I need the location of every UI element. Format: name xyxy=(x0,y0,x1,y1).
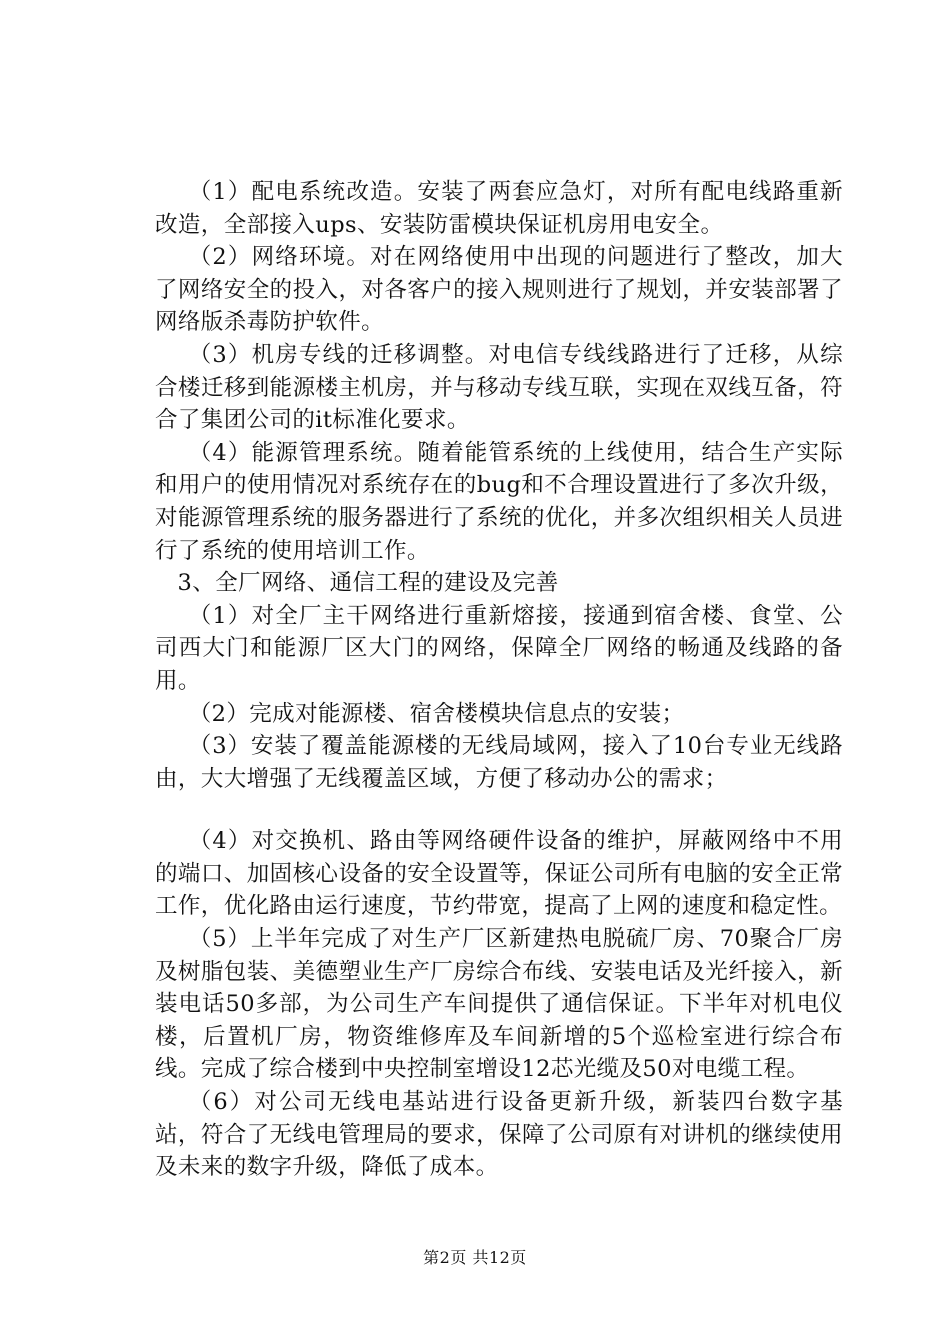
paragraph-power-system: （1）配电系统改造。安装了两套应急灯，对所有配电线路重新改造，全部接入ups、安装防雷模块保证机房用电安全。 xyxy=(155,179,843,238)
paragraph-gap xyxy=(155,795,843,825)
paragraph-cabling: （5）上半年完成了对生产厂区新建热电脱硫厂房、70聚合厂房及树脂包装、美德塑业生产厂房综合布线、安装电话及光纤接入，新装电话50多部，为公司生产车间提供了通信保证。下半年对机电仪楼，后置机厂房，物资维修库及车间新增的5个巡检室进行综合布线。完成了综合楼到中央控制室增设12芯光缆及50对电缆工程。 xyxy=(155,926,843,1083)
paragraph-backbone-network: （1）对全厂主干网络进行重新熔接，接通到宿舍楼、食堂、公司西大门和能源厂区大门的网络，保障全厂网络的畅通及线路的备用。 xyxy=(155,602,843,694)
page-number: 第2页 共12页 xyxy=(423,1248,527,1267)
paragraph-hardware-maintenance: （4）对交换机、路由等网络硬件设备的维护，屏蔽网络中不用的端口、加固核心设备的安全设置等，保证公司所有电脑的安全正常工作，优化路由运行速度，节约带宽，提高了上网的速度和稳定性。 xyxy=(155,828,843,920)
paragraph-info-points: （2）完成对能源楼、宿舍楼模块信息点的安装； xyxy=(188,700,685,727)
document-body xyxy=(155,176,843,1184)
paragraph-energy-management: （4）能源管理系统。随着能管系统的上线使用，结合生产实际和用户的使用情况对系统存在的bug和不合理设置进行了多次升级，对能源管理系统的服务器进行了系统的优化，并多次组织相关人员进行了系统的使用培训工作。 xyxy=(155,439,843,564)
paragraph-radio-base-station: （6）对公司无线电基站进行设备更新升级，新装四台数字基站，符合了无线电管理局的要求，保障了公司原有对讲机的继续使用及未来的数字升级，降低了成本。 xyxy=(155,1089,843,1181)
paragraph-line-migration: （3）机房专线的迁移调整。对电信专线线路进行了迁移，从综合楼迁移到能源楼主机房，并与移动专线互联，实现在双线互备，符合了集团公司的it标准化要求。 xyxy=(155,341,843,434)
section-heading: 3、全厂网络、通信工程的建设及完善 xyxy=(177,570,559,597)
paragraph-network-environment: （2）网络环境。对在网络使用中出现的问题进行了整改，加大了网络安全的投入，对各客户的接入规则进行了规划，并安装部署了网络版杀毒防护软件。 xyxy=(155,244,843,336)
paragraph-wireless-lan: （3）安装了覆盖能源楼的无线局域网，接入了10台专业无线路由，大大增强了无线覆盖区域，方便了移动办公的需求； xyxy=(155,733,843,792)
